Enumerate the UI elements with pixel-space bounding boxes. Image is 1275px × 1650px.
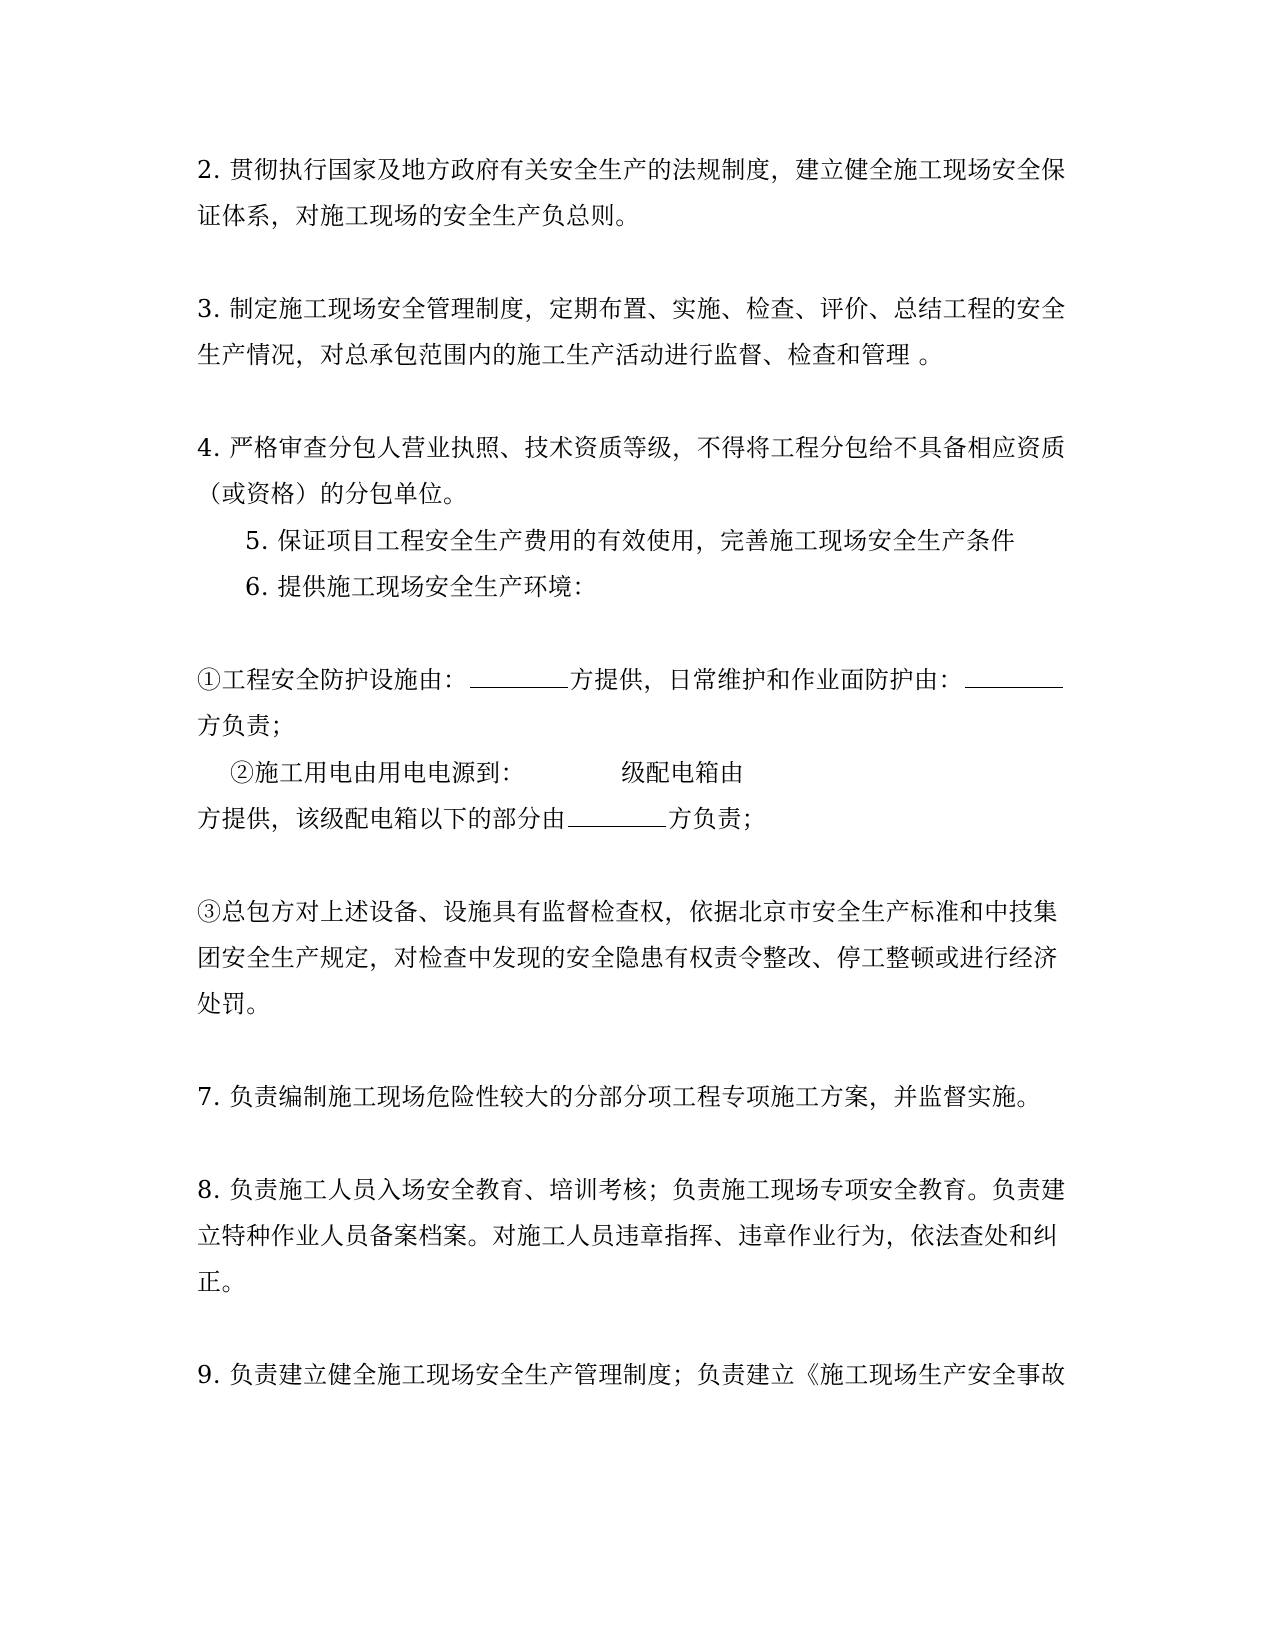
item-1-line-2: 方负责；: [197, 712, 296, 740]
paragraph-3-line-1: 3. 制定施工现场安全管理制度，定期布置、实施、检查、评价、总结工程的安全: [197, 295, 1066, 323]
paragraph-2-line-2: 证体系，对施工现场的安全生产负总则。: [197, 202, 640, 230]
paragraph-8-line-3: 正。: [197, 1268, 247, 1296]
item-2-line-2a: 方提供，该级配电箱以下的部分由: [197, 805, 566, 833]
fill-in-blank[interactable]: [568, 804, 666, 827]
item-1-part-1: ①工程安全防护设施由：: [197, 666, 468, 694]
paragraph-9-line-1: 9. 负责建立健全施工现场安全生产管理制度；负责建立《施工现场生产安全事故: [197, 1361, 1066, 1389]
item-1-line-1: [197, 665, 1065, 695]
paragraph-7: 7. 负责编制施工现场危险性较大的分部分项工程专项施工方案，并监督实施。: [197, 1083, 1042, 1111]
item-3-line-1: ③总包方对上述设备、设施具有监督检查权，依据北京市安全生产标准和中技集: [197, 898, 1058, 926]
item-2-line-2: [197, 804, 766, 834]
paragraph-8-line-1: 8. 负责施工人员入场安全教育、培训考核；负责施工现场专项安全教育。负责建: [197, 1176, 1066, 1204]
paragraph-4-line-1: 4. 严格审查分包人营业执照、技术资质等级，不得将工程分包给不具备相应资质: [197, 434, 1066, 462]
paragraph-3-line-2: 生产情况，对总承包范围内的施工生产活动进行监督、检查和管理 。: [197, 341, 944, 369]
paragraph-2-line-1: 2. 贯彻执行国家及地方政府有关安全生产的法规制度，建立健全施工现场安全保: [197, 156, 1066, 184]
fill-in-blank[interactable]: [965, 665, 1063, 688]
item-1-part-2: 方提供，日常维护和作业面防护由：: [569, 666, 964, 694]
item-3-line-2: 团安全生产规定，对检查中发现的安全隐患有权责令整改、停工整顿或进行经济: [197, 944, 1058, 972]
item-3-line-3: 处罚。: [197, 990, 271, 1018]
paragraph-8-line-2: 立特种作业人员备案档案。对施工人员违章指挥、违章作业行为，依法查处和纠: [197, 1222, 1058, 1250]
item-2-part-2: 级配电箱由: [621, 759, 745, 787]
paragraph-4-line-2: （或资格）的分包单位。: [197, 480, 468, 508]
item-2-line-2b: 方负责；: [668, 805, 767, 833]
fill-in-blank[interactable]: [470, 665, 568, 688]
paragraph-5: 5. 保证项目工程安全生产费用的有效使用，完善施工现场安全生产条件: [245, 527, 1016, 555]
paragraph-6: 6. 提供施工现场安全生产环境：: [245, 573, 598, 601]
item-2-line-1: [230, 758, 744, 788]
item-2-part-1: ②施工用电由用电电源到：: [230, 759, 526, 787]
